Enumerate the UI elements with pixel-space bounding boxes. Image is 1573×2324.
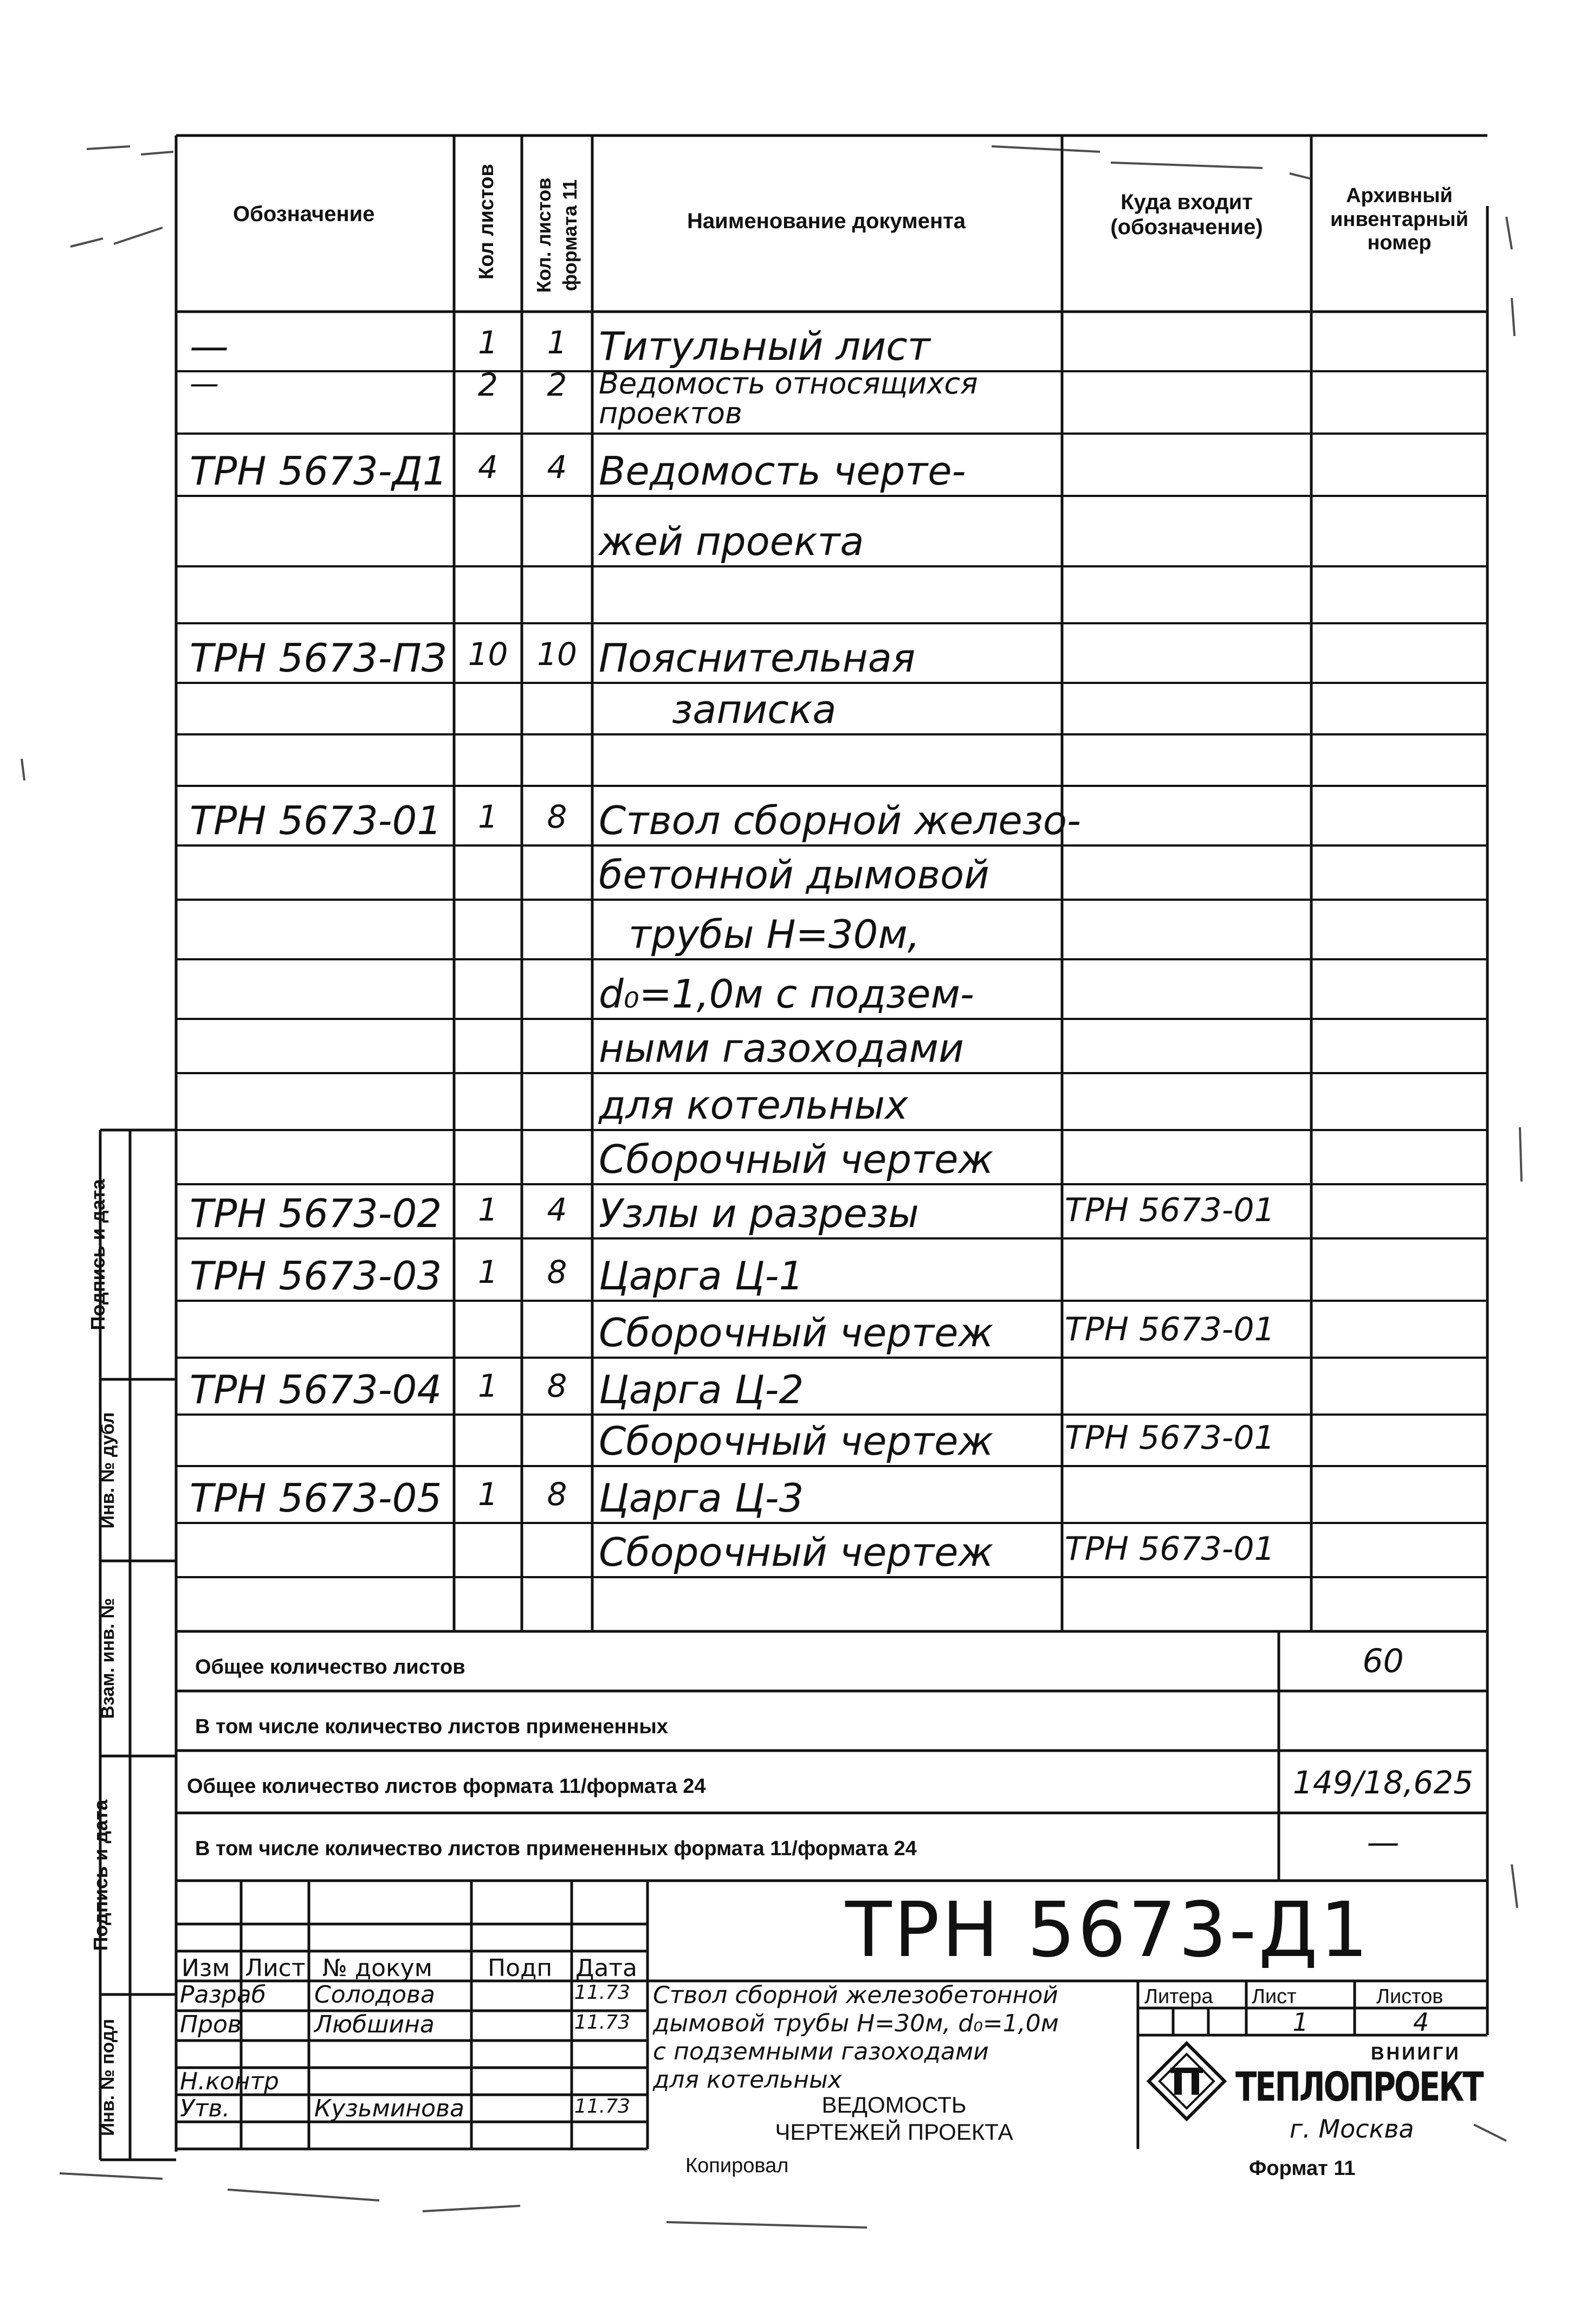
row-name: Ведомость черте- xyxy=(599,448,966,494)
summary-label-2: В том числе количество листов примененных xyxy=(195,1715,668,1738)
row-fmt: 2 xyxy=(547,366,567,403)
row-name: Пояснительная xyxy=(599,635,916,681)
row-fmt: 8 xyxy=(547,1254,567,1290)
row-fmt: 8 xyxy=(547,798,567,835)
approval-name: Солодова xyxy=(314,1981,435,2009)
row-name: Царга Ц-1 xyxy=(599,1253,804,1299)
row-code: ТРН 5673-01 xyxy=(190,798,442,843)
row-code: — xyxy=(190,366,219,401)
title-block-code: ТРН 5673-Д1 xyxy=(845,1886,1370,1974)
row-name: d₀=1,0м с подзем- xyxy=(599,971,974,1017)
sheet-label: Лист xyxy=(1252,1985,1297,2008)
row-fmt: 4 xyxy=(547,1191,567,1228)
row-sheets: 1 xyxy=(478,1191,498,1228)
header-sheets-format xyxy=(531,154,583,317)
row-name: Царга Ц-3 xyxy=(599,1475,804,1521)
sheet-value: 1 xyxy=(1292,2007,1309,2037)
row-fmt: 8 xyxy=(547,1476,567,1513)
object-line-4: для котельных xyxy=(653,2066,842,2094)
copied-label: Копировал xyxy=(685,2154,789,2177)
object-line-1: Ствол сборной железобетонной xyxy=(653,1981,1058,2009)
row-fmt: 10 xyxy=(537,636,577,673)
row-sheets: 10 xyxy=(468,636,508,673)
approval-role: Пров xyxy=(180,2011,242,2038)
row-fmt: 4 xyxy=(547,449,567,486)
row-sheets: 2 xyxy=(478,366,498,403)
col-list: Лист xyxy=(245,1954,306,1982)
summary-value-1: 60 xyxy=(1362,1642,1404,1680)
row-sheets: 1 xyxy=(478,324,498,361)
approval-role: Н.контр xyxy=(180,2068,279,2095)
header-archive xyxy=(1314,184,1485,255)
object-line-3: с подземными газоходами xyxy=(653,2038,989,2065)
row-code: ТРН 5673-04 xyxy=(190,1367,442,1412)
header-archive-line2: инвентарный xyxy=(1330,208,1468,231)
row-name: ными газоходами xyxy=(599,1025,964,1071)
approval-name: Любшина xyxy=(314,2011,435,2038)
stamp-signature-date-1: Подпись и дата xyxy=(87,1179,109,1331)
summary-value-4: — xyxy=(1367,1824,1400,1862)
org-city: г. Москва xyxy=(1290,2114,1414,2144)
stamp-vzam-inv: Взам. инв. № xyxy=(98,1598,118,1719)
row-sheets: 1 xyxy=(478,1254,498,1290)
doc-title-1: ВЕДОМОСТЬ xyxy=(821,2092,967,2118)
row-code: ТРН 5673-02 xyxy=(190,1191,442,1236)
row-where: ТРН 5673-01 xyxy=(1065,1530,1275,1568)
col-sign: Подп xyxy=(488,1954,553,1982)
approval-date: 11.73 xyxy=(574,2095,631,2118)
summary-label-3: Общее количество листов формата 11/формата 24 xyxy=(187,1775,706,1798)
row-where: ТРН 5673-01 xyxy=(1065,1419,1275,1457)
summary-label-4: В том числе количество листов примененных формата 11/формата 24 xyxy=(195,1837,917,1860)
row-name: Узлы и разрезы xyxy=(599,1191,919,1236)
row-code: ТРН 5673-ПЗ xyxy=(190,635,446,681)
stamp-inv-dubl: Инв. № дубл xyxy=(98,1412,118,1529)
approval-date: 11.73 xyxy=(574,1981,631,2004)
row-name: Сборочный чертеж xyxy=(599,1418,994,1464)
approval-date: 11.73 xyxy=(574,2011,631,2033)
row-sheets: 1 xyxy=(478,798,498,835)
row-name: Сборочный чертеж xyxy=(599,1137,994,1182)
row-sheets: 1 xyxy=(478,1367,498,1404)
row-name: Сборочный чертеж xyxy=(599,1529,994,1575)
row-name: для котельных xyxy=(599,1082,908,1128)
header-designation: Обозначение xyxy=(233,202,375,226)
approval-role: Утв. xyxy=(180,2095,230,2122)
summary-value-3: 149/18,625 xyxy=(1292,1764,1474,1801)
header-name: Наименование документа xyxy=(687,209,966,233)
row-name: Ведомость относящихся xyxy=(599,366,978,401)
row-fmt: 8 xyxy=(547,1367,567,1404)
row-name: проектов xyxy=(599,396,742,430)
col-izm: Изм xyxy=(182,1954,230,1982)
row-name: Титульный лист xyxy=(599,324,930,369)
row-code: ТРН 5673-Д1 xyxy=(190,448,448,494)
header-archive-line1: Архивный xyxy=(1346,184,1453,207)
org-top: ВНИИГИ xyxy=(1371,2043,1461,2064)
row-name: Ствол сборной железо- xyxy=(599,798,1081,843)
col-date: Дата xyxy=(575,1954,637,1982)
row-where: ТРН 5673-01 xyxy=(1065,1191,1275,1229)
stamp-signature-date-2: Подпись и дата xyxy=(89,1799,112,1951)
header-archive-line3: номер xyxy=(1367,231,1432,255)
summary-label-1: Общее количество листов xyxy=(195,1656,465,1679)
row-name: записка xyxy=(672,687,837,732)
header-where-line2: (обозначение) xyxy=(1110,215,1263,239)
header-sheets-format-line1: Кол. листов xyxy=(533,177,555,293)
row-name: Сборочный чертеж xyxy=(599,1310,994,1355)
org-name: ТЕПЛОПРОЕКТ xyxy=(1235,2064,1483,2110)
format-label: Формат 11 xyxy=(1249,2157,1356,2180)
row-name: Царга Ц-2 xyxy=(599,1367,804,1412)
row-sheets: 4 xyxy=(478,449,498,486)
col-doc: № докум xyxy=(322,1954,432,1982)
header-where-line1: Куда входит xyxy=(1121,190,1253,214)
row-code: ТРН 5673-03 xyxy=(190,1253,442,1299)
row-where: ТРН 5673-01 xyxy=(1065,1311,1275,1348)
approval-name: Кузьминова xyxy=(314,2095,464,2122)
row-code: — xyxy=(190,324,229,369)
header-sheets: Кол листов xyxy=(475,164,498,280)
row-code: ТРН 5673-05 xyxy=(190,1475,442,1521)
stamp-inv-podl: Инв. № подл xyxy=(98,2018,118,2136)
doc-title-2: ЧЕРТЕЖЕЙ ПРОЕКТА xyxy=(775,2119,1013,2145)
row-sheets: 1 xyxy=(478,1476,498,1513)
row-name: бетонной дымовой xyxy=(599,852,989,898)
sheets-label: Листов xyxy=(1376,1985,1443,2008)
object-line-2: дымовой трубы H=30м, d₀=1,0м xyxy=(653,2010,1059,2037)
header-sheets-format-line2: формата 11 xyxy=(559,179,581,292)
header-where xyxy=(1065,190,1309,240)
row-name: жей проекта xyxy=(599,519,864,564)
approval-role: Разраб xyxy=(180,1981,266,2009)
row-name: трубы H=30м, xyxy=(629,912,920,957)
teploproekt-logo-icon xyxy=(1146,2041,1227,2122)
row-fmt: 1 xyxy=(547,324,567,361)
litera-label: Литера xyxy=(1144,1985,1213,2008)
sheets-value: 4 xyxy=(1413,2007,1429,2037)
